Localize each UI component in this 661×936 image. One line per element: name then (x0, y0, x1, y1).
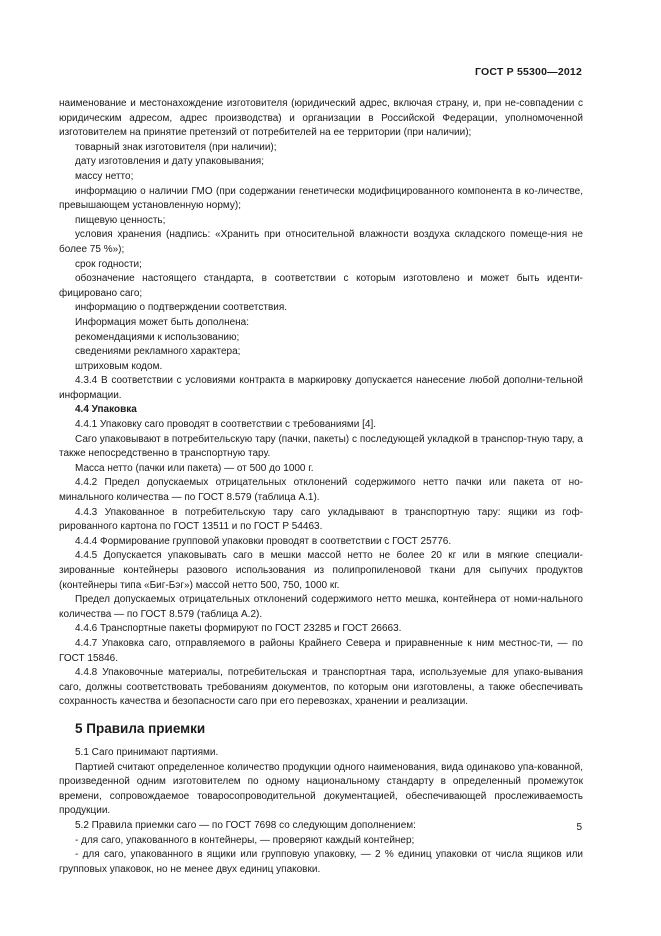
list-item-boxes: - для саго, упакованного в ящики или групповую упаковку, — 2 % единиц упаковки от числа ящиков или групповых упаковок, но не менее двух единиц упаковки. (59, 849, 583, 875)
document-body (59, 97, 583, 877)
section-heading-acceptance: 5 Правила приемки (75, 720, 206, 736)
clause-4-4-2: 4.4.2 Предел допускаемых отрицательных отклонений содержимого нетто пачки или пакета от но-минального количества — по ГОСТ 8.579 (таблица А.1). (59, 477, 583, 504)
paragraph-manufacturer: наименование и местонахождение изготовителя (юридический адрес, включая страну, и, при не-совпадении с юридическим адресом, адрес производства) и организации в Российской Федерации, уполномоченной изготовителем на принятие претензий от потребителей на ее территории (при наличии); (59, 98, 583, 139)
page-number: 5 (576, 822, 582, 833)
clause-4-4-8: 4.4.8 Упаковочные материалы, потребительская и транспортная тара, используемые для упако-вывания саго, должны соответствовать требованиям документов, по которым они изготовлены, а также обеспечивать сохранность качества и безопасности саго при его перевозках, хранении и реализации. (59, 667, 583, 708)
paragraph-net-mass-range: Масса нетто (пачки или пакета) — от 500 до 1000 г. (75, 462, 314, 474)
clause-4-4-7: 4.4.7 Упаковка саго, отправляемого в районы Крайнего Севера и приравненные к ним местнос-ти, — по ГОСТ 15846. (59, 637, 583, 664)
paragraph-advertising: сведениями рекламного характера; (75, 346, 241, 358)
paragraph-consumer-packaging: Саго упаковывают в потребительскую тару (пачки, пакеты) с последующей укладкой в транспор-тную тару, а также непосредственно в транспортную тару. (59, 433, 583, 460)
paragraph-bag-tolerance: Предел допускаемых отрицательных отклонений содержимого нетто мешка, контейнера от номи-нального количества — по ГОСТ 8.579 (таблица А.2). (59, 594, 583, 620)
clause-5-1: 5.1 Саго принимают партиями. (75, 746, 219, 758)
clause-4-4-1: 4.4.1 Упаковку саго проводят в соответствии с требованиями [4]. (75, 419, 377, 431)
clause-4-4-3: 4.4.3 Упакованное в потребительскую тару саго укладывают в транспортную тару: ящики из гоф-рированного картона по ГОСТ 13511 и по ГОСТ Р 54463. (59, 506, 583, 533)
clause-5-2: 5.2 Правила приемки саго — по ГОСТ 7698 со следующим дополнением: (75, 819, 416, 831)
paragraph-gmo: информацию о наличии ГМО (при содержании генетически модифицированного компонента в ко-личестве, превышающем установленную норму); (59, 185, 583, 212)
paragraph-trademark: товарный знак изготовителя (при наличии); (75, 141, 277, 153)
clause-4-4-5: 4.4.5 Допускается упаковывать саго в мешки массой нетто не более 20 кг или в мягкие специали-зированные контейнеры разового использования из полипропиленовой ткани для сыпучих продуктов (контейнеры типа «Биг-Бэг») массой нетто 500, 750, 1000 кг. (59, 550, 583, 591)
paragraph-standard-designation: обозначение настоящего стандарта, в соответствии с которым изготовлено и может быть иденти-фицировано саго; (59, 273, 583, 299)
clause-4-4-6: 4.4.6 Транспортные пакеты формируют по ГОСТ 23285 и ГОСТ 26663. (75, 623, 402, 635)
paragraph-info-supplement: Информация может быть дополнена: (75, 316, 250, 328)
clause-4-4-4: 4.4.4 Формирование групповой упаковки проводят в соответствии с ГОСТ 25776. (75, 535, 452, 547)
paragraph-storage: условия хранения (надпись: «Хранить при относительной влажности воздуха складского помеще-ния не более 75 %»); (59, 229, 583, 255)
subsection-heading-packaging: 4.4 Упаковка (75, 404, 137, 416)
paragraph-conformity: информацию о подтверждении соответствия. (75, 302, 288, 314)
paragraph-batch-definition: Партией считают определенное количество продукции одного наименования, вида одинаково упа-кованной, произведенной одним изготовителем по одному национальному стандарту в определенный промежуток времени, сопровождаемое товаросопроводительной документацией, обеспечивающей прослеживаемость продукции. (59, 761, 583, 817)
clause-4-3-4: 4.3.4 В соответствии с условиями контракта в маркировку допускается нанесение любой дополни-тельной информации. (59, 375, 583, 401)
list-item-containers: - для саго, упакованного в контейнеры, — проверяют каждый контейнер; (75, 834, 415, 846)
paragraph-recommendations: рекомендациями к использованию; (75, 331, 240, 343)
standard-header: ГОСТ Р 55300—2012 (474, 66, 582, 78)
paragraph-nutrition: пищевую ценность; (75, 214, 166, 226)
paragraph-net-mass: массу нетто; (75, 170, 134, 182)
paragraph-barcode: штриховым кодом. (75, 360, 163, 372)
paragraph-dates: дату изготовления и дату упаковывания; (75, 156, 264, 168)
paragraph-shelf-life: срок годности; (75, 258, 142, 270)
